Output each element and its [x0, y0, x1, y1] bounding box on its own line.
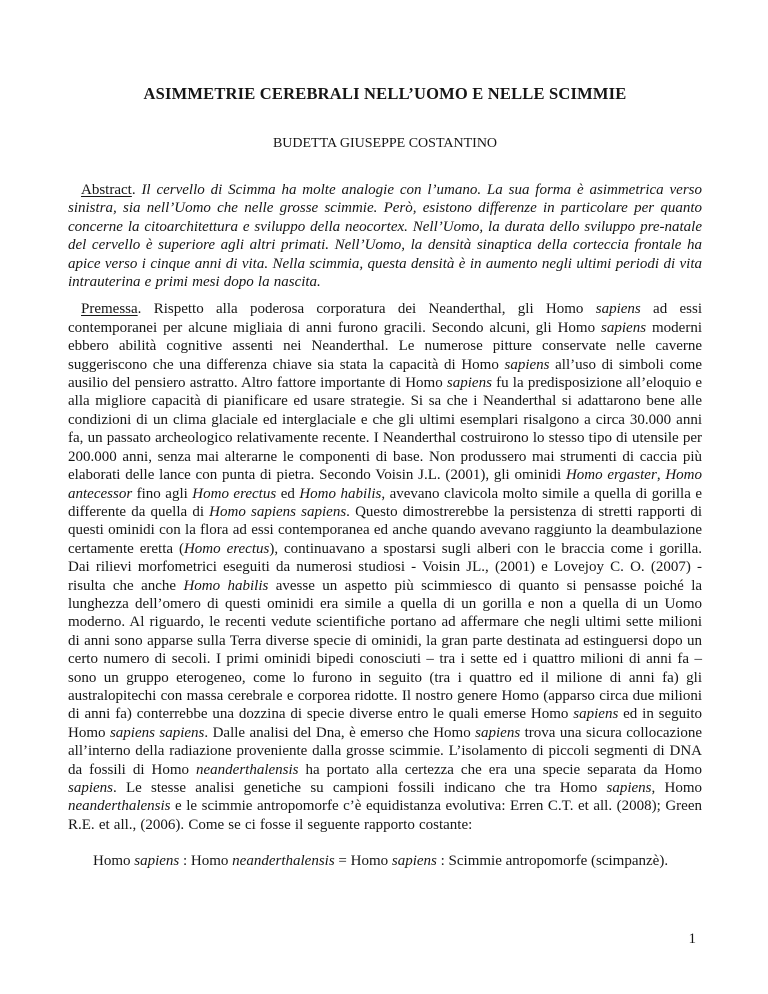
page-number: 1: [688, 931, 696, 947]
document-title: ASIMMETRIE CEREBRALI NELL’UOMO E NELLE SCIMMIE: [143, 84, 627, 103]
ratio-formula: Homo sapiens : Homo neanderthalensis = Homo sapiens : Scimmie antropomorfe (scimpanzè).: [93, 853, 669, 870]
premessa-paragraph: Premessa. Rispetto alla poderosa corporatura dei Neanderthal, gli Homo sapiens ad essi contemporanei per alcune migliaia di anni furono gracili. Secondo alcuni, gli Homo sapiens moderni ebbero abilità cognitive assenti nei Neanderthal. Le numerose pitture conservate nelle caverne suggeriscono che una differenza chiave sia stata la capacità di Homo sapiens all’uso di simboli come ausilio del pensiero astratto. Altro fattore importante di Homo sapiens fu la predisposizione all’eloquio e alla migliore capacità di pianificare ed usare strategie. Si sa che i Neanderthal si adattarono bene alle condizioni di un clima glaciale ed interglaciale e che gli ultimi esemplari risalgono a circa 30.000 anni fa, un passato archeologico relativamente recente. I Neanderthal costruirono lo stesso tipo di utensile per 200.000 anni, senza mai alterarne le componenti di base. Non produssero mai strumenti di caccia più elaborati delle lance con punta di pietra. Secondo Voisin J.L. (2001), gli ominidi Homo ergaster, Homo antecessor fino agli Homo erectus ed Homo habilis, avevano clavicola molto simile a quella di gorilla e differente da quella di Homo sapiens sapiens. Questo dimostrerebbe la persistenza di stretti rapporti di questi ominidi con la flora ad essi contemporanea ed anche quando avevano raggiunto la deambulazione certamente eretta (Homo erectus), continuavano a spostarsi sugli alberi con le braccia come i gorilla. Dai rilievi morfometrici eseguiti da numerosi studiosi - Voisin JL., (2001) e Lovejoy C. O. (2007) - risulta che anche Homo habilis avesse un aspetto più scimmiesco di quanto si pensasse poiché la lunghezza dell’omero di questi ominidi era simile a quella di un gorilla e non a quella di un Uomo moderno. Al riguardo, le recenti vedute scientifiche portano ad affermare che negli ultimi sette milioni di anni sono apparse sulla Terra diverse specie di ominidi, la gran parte destinata ad estinguersi dopo un certo numero di secoli. I primi ominidi bipedi conosciuti – tra i sette ed i quattro milioni di anni fa – sono un gruppo eterogeneo, come lo furono in seguito (tra i quattro ed il milione di anni fa) gli australopitechi con massa cerebrale e corporea ridotte. Il nostro genere Homo (apparso circa due milioni di anni fa) conterrebbe una dozzina di specie diverse entro le quali emerse Homo sapiens ed in seguito Homo sapiens sapiens. Dalle analisi del Dna, è emerso che Homo sapiens trova una sicura collocazione all’interno della radiazione proveniente dalla grosse scimmie. L’isolamento di piccoli segmenti di DNA da fossili di Homo neanderthalensis ha portato alla certezza che era una specie separata da Homo sapiens. Le stesse analisi genetiche su campioni fossili indicano che tra Homo sapiens, Homo neanderthalensis e le scimmie antropomorfe c’è equidistanza evolutiva: Erren C.T. et all. (2008); Green R.E. et all., (2006). Come se ci fosse il seguente rapporto costante:: [68, 301, 703, 833]
author-line: BUDETTA GIUSEPPE COSTANTINO: [272, 136, 498, 151]
abstract-paragraph: Abstract. Il cervello di Scimma ha molte analogie con l’umano. La sua forma è asimmetrica verso sinistra, sia nell’Uomo che nelle grosse scimmie. Però, esistono differenze in particolare per quanto concerne la citoarchitettura e sviluppo della neocortex. Nell’Uomo, la durata dello sviluppo pre-natale del cervello è superiore agli altri primati. Nell’Uomo, la densità sinaptica della corteccia frontale ha apice verso i cinque anni di vita. Nella scimmia, questa densità è in aumento negli ultimi periodi di vita intrauterina e primi mesi dopo la nascita.: [68, 182, 702, 291]
